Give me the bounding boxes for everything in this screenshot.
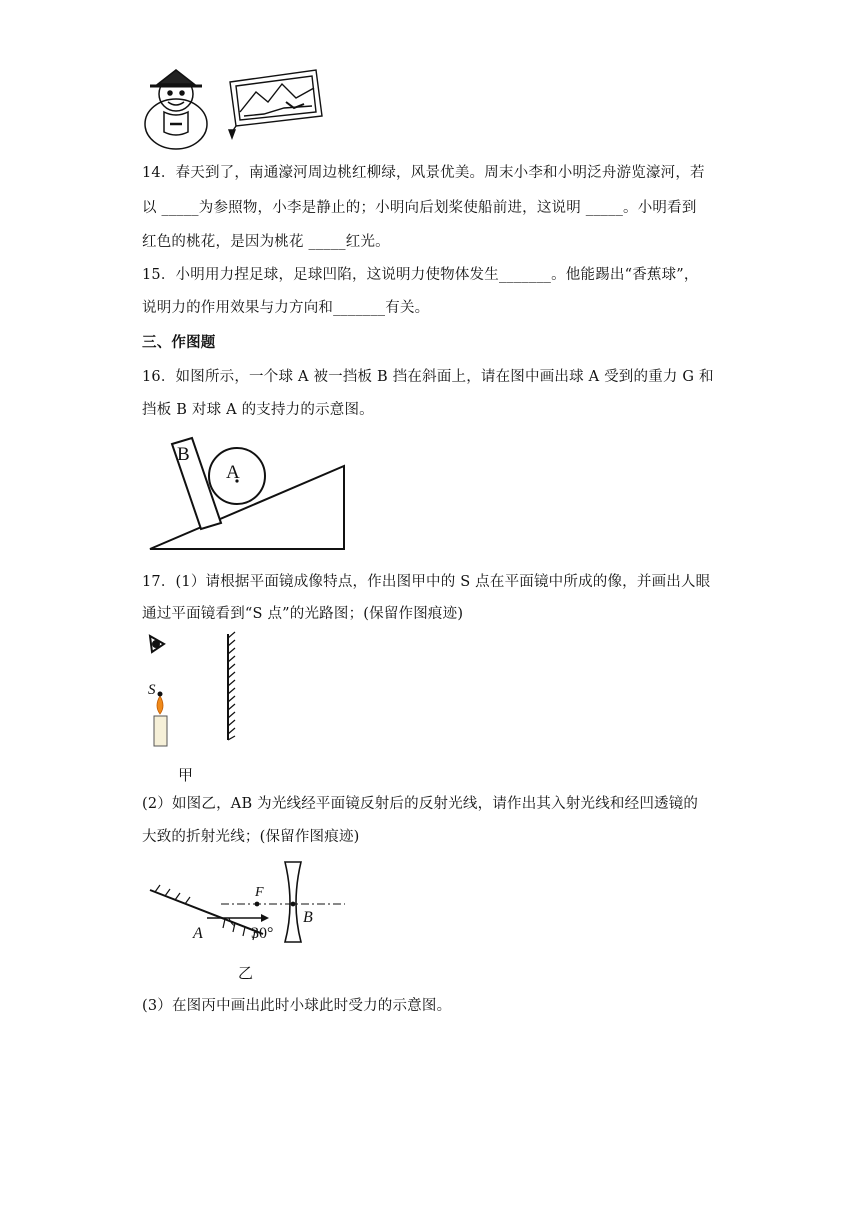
q17-part1-line-1: 17．(1）请根据平面镜成像特点，作出图甲中的 S 点在平面镜中所成的像，并画出人眼 — [142, 574, 711, 590]
section-heading-drawing: 三、作图题 — [142, 334, 216, 351]
mirror-candle-figure — [140, 628, 250, 753]
label-b: B — [303, 909, 313, 926]
label-s: S — [148, 682, 156, 698]
label-b: B — [177, 444, 190, 465]
ray-arrowhead — [261, 914, 269, 922]
q14-line-3: 红色的桃花，是因为桃花 _____红光。 — [142, 234, 390, 250]
eye-icon — [150, 636, 164, 652]
tumbler-toy-figure — [136, 66, 216, 150]
q17-part1-line-2: 通过平面镜看到“S 点”的光路图；(保留作图痕迹) — [142, 606, 464, 622]
q16-line-1: 16．如图所示，一个球 A 被一挡板 B 挡在斜面上，请在图中画出球 A 受到的重力 G 和 — [142, 369, 714, 385]
lens-center — [291, 902, 296, 907]
q17-part2-line-1: (2）如图乙，AB 为光线经平面镜反射后的反射光线，请作出其入射光线和经凹透镜的 — [142, 796, 699, 812]
label-f: F — [255, 885, 264, 900]
q15-line-1: 15．小明用力捏足球，足球凹陷，这说明力使物体发生_______。他能踢出“香蕉球”， — [142, 267, 699, 283]
point-s — [158, 692, 163, 697]
q16-line-2: 挡板 B 对球 A 的支持力的示意图。 — [142, 402, 374, 418]
figure-jia-caption: 甲 — [178, 766, 194, 784]
plane-mirror — [228, 632, 235, 740]
focus-point — [255, 902, 260, 907]
label-a: A — [226, 462, 240, 483]
mirror-lens-figure — [145, 858, 350, 946]
picture-frame-icon — [230, 70, 322, 126]
angle-label: 30° — [251, 925, 274, 942]
tumbler-toy-icon — [145, 70, 207, 149]
q14-line-2: 以 _____为参照物，小李是静止的；小明向后划桨使船前进，这说明 _____。小明看到 — [142, 200, 697, 216]
candle-icon — [154, 696, 167, 746]
q17-part2-line-2: 大致的折射光线；(保留作图痕迹) — [142, 829, 360, 845]
figure-yi-caption: 乙 — [238, 964, 254, 982]
incline-ball-figure — [140, 430, 355, 555]
q14-line-1: 14．春天到了，南通濠河周边桃红柳绿，风景优美。周末小李和小明泛舟游览濠河，若 — [142, 165, 705, 181]
label-a: A — [193, 925, 203, 942]
q17-part3-line-1: (3）在图丙中画出此时小球此时受力的示意图。 — [142, 998, 452, 1014]
slanted-mirror — [150, 885, 263, 940]
q15-line-2: 说明力的作用效果与力方向和_______有关。 — [142, 300, 430, 316]
hanging-picture-figure — [224, 68, 326, 140]
